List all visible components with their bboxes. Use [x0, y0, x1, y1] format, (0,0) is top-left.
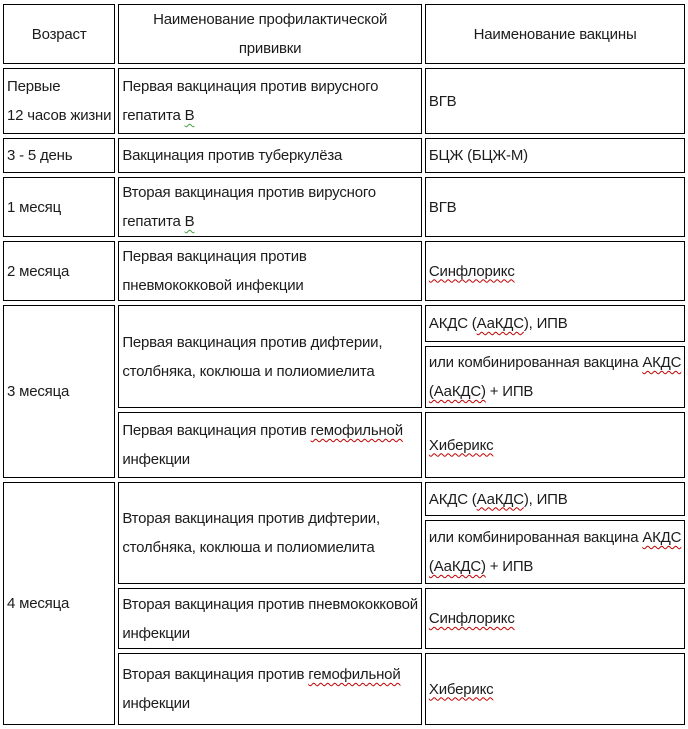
column-header-vaccine: Наименование вакцины [425, 4, 685, 64]
cell-prophylaxis-hepb-1 [118, 68, 422, 134]
cell-vaccine-dtp-2b [425, 520, 685, 584]
grammar-flagged-text: B [184, 213, 195, 230]
text-run: АКДС ( [428, 315, 477, 332]
misspelled-text: (АаКДС) [428, 558, 486, 575]
text-run: или комбинированная вакцина [428, 354, 643, 371]
misspelled-text: гемофильной [308, 666, 401, 683]
text-run: инфекции [122, 695, 190, 712]
misspelled-text: АКДС [642, 354, 682, 371]
column-header-prophylaxis [118, 4, 422, 64]
cell-vaccine-dtp-1a [425, 305, 685, 342]
cell-vaccine-hib-1 [425, 412, 685, 478]
cell-vaccine-bcg [425, 138, 685, 173]
text-run: ВГВ [428, 92, 457, 110]
cell-age-3-months [3, 305, 115, 478]
header-row [3, 4, 685, 64]
text-run: 12 часов жизни [7, 107, 112, 124]
cell-age-4-months [3, 482, 115, 725]
cell-prophylaxis-pneumo-2 [118, 588, 422, 649]
cell-vaccine-hepb-1 [425, 68, 685, 134]
text-run: ВГВ [428, 198, 457, 216]
cell-prophylaxis-hepb-2 [118, 177, 422, 237]
misspelled-text: Синфлорикс [428, 262, 515, 280]
table-row [3, 482, 685, 516]
misspelled-text: Синфлорикс [428, 610, 515, 627]
misspelled-text: гемофильной [310, 422, 403, 439]
text-run: БЦЖ (БЦЖ-М) [428, 147, 528, 164]
text-run: Первая вакцинация против [122, 248, 307, 265]
text-run: Вторая вакцинация против [122, 666, 309, 683]
cell-vaccine-hepb-2 [425, 177, 685, 237]
table-row [3, 68, 685, 134]
cell-age-first-12-hours [3, 68, 115, 134]
text-run: Вторая вакцинация против вирусного [122, 184, 376, 201]
text-run: Первая вакцинация против дифтерии, [122, 333, 383, 351]
text-run: Наименование профилактической [153, 11, 388, 28]
misspelled-text: Хиберикс [428, 436, 494, 454]
cell-prophylaxis-hib-2 [118, 653, 422, 725]
cell-vaccine-dtp-2a [425, 482, 685, 516]
text-run: гепатита [122, 107, 185, 124]
cell-prophylaxis-tuberculosis [118, 138, 422, 173]
text-run: инфекции [122, 624, 190, 642]
table-row [3, 305, 685, 342]
text-run: или комбинированная вакцина [428, 529, 643, 546]
table-row [3, 177, 685, 237]
cell-age-3-5-day [3, 138, 115, 173]
text-run: Вакцинация против туберкулёза [122, 147, 343, 164]
column-header-age: Возраст [3, 4, 115, 64]
cell-age-2-months [3, 241, 115, 301]
misspelled-text: АаКДС [476, 490, 524, 508]
cell-prophylaxis-dtp-1 [118, 305, 422, 408]
text-run: ), ИПВ [523, 315, 568, 332]
text-run: АКДС ( [428, 490, 477, 508]
text-run: гепатита [122, 213, 185, 230]
text-run: столбняка, коклюша и полиомиелита [122, 539, 375, 556]
text-run: 4 месяца [7, 595, 70, 612]
text-run: пневмококковой инфекции [122, 277, 304, 294]
text-run: Вторая вакцинация против дифтерии, [122, 510, 380, 527]
cell-vaccine-dtp-1b [425, 346, 685, 408]
misspelled-text: Хиберикс [428, 680, 494, 698]
grammar-flagged-text: B [184, 107, 195, 124]
cell-age-1-month [3, 177, 115, 237]
text-run: инфекции [122, 451, 190, 468]
text-run: Первая вакцинация против вирусного [122, 78, 379, 95]
cell-vaccine-pneumo-2 [425, 588, 685, 649]
text-run: 3 - 5 день [7, 147, 73, 164]
misspelled-text: (АаКДС) [428, 383, 486, 400]
text-run: 1 месяц [7, 198, 61, 216]
text-run: Первые [7, 78, 61, 95]
misspelled-text: АКДС [642, 529, 682, 546]
text-run: 2 месяца [7, 262, 70, 280]
table-row [3, 241, 685, 301]
cell-vaccine-hib-2 [425, 653, 685, 725]
text-run: 3 месяца [7, 383, 70, 400]
text-run: ), ИПВ [523, 490, 568, 508]
text-run: прививки [238, 40, 302, 57]
text-run: столбняка, коклюша и полиомиелита [122, 362, 375, 380]
text-run: Вторая вакцинация против пневмококковой [122, 595, 418, 613]
cell-prophylaxis-pneumo-1 [118, 241, 422, 301]
misspelled-text: АаКДС [476, 315, 524, 332]
cell-vaccine-pneumo-1 [425, 241, 685, 301]
text-run: Первая вакцинация против [122, 422, 311, 439]
text-run: + ИПВ [485, 383, 534, 400]
cell-prophylaxis-hib-1 [118, 412, 422, 478]
cell-prophylaxis-dtp-2 [118, 482, 422, 584]
table-row [3, 138, 685, 173]
text-run: + ИПВ [485, 558, 534, 575]
